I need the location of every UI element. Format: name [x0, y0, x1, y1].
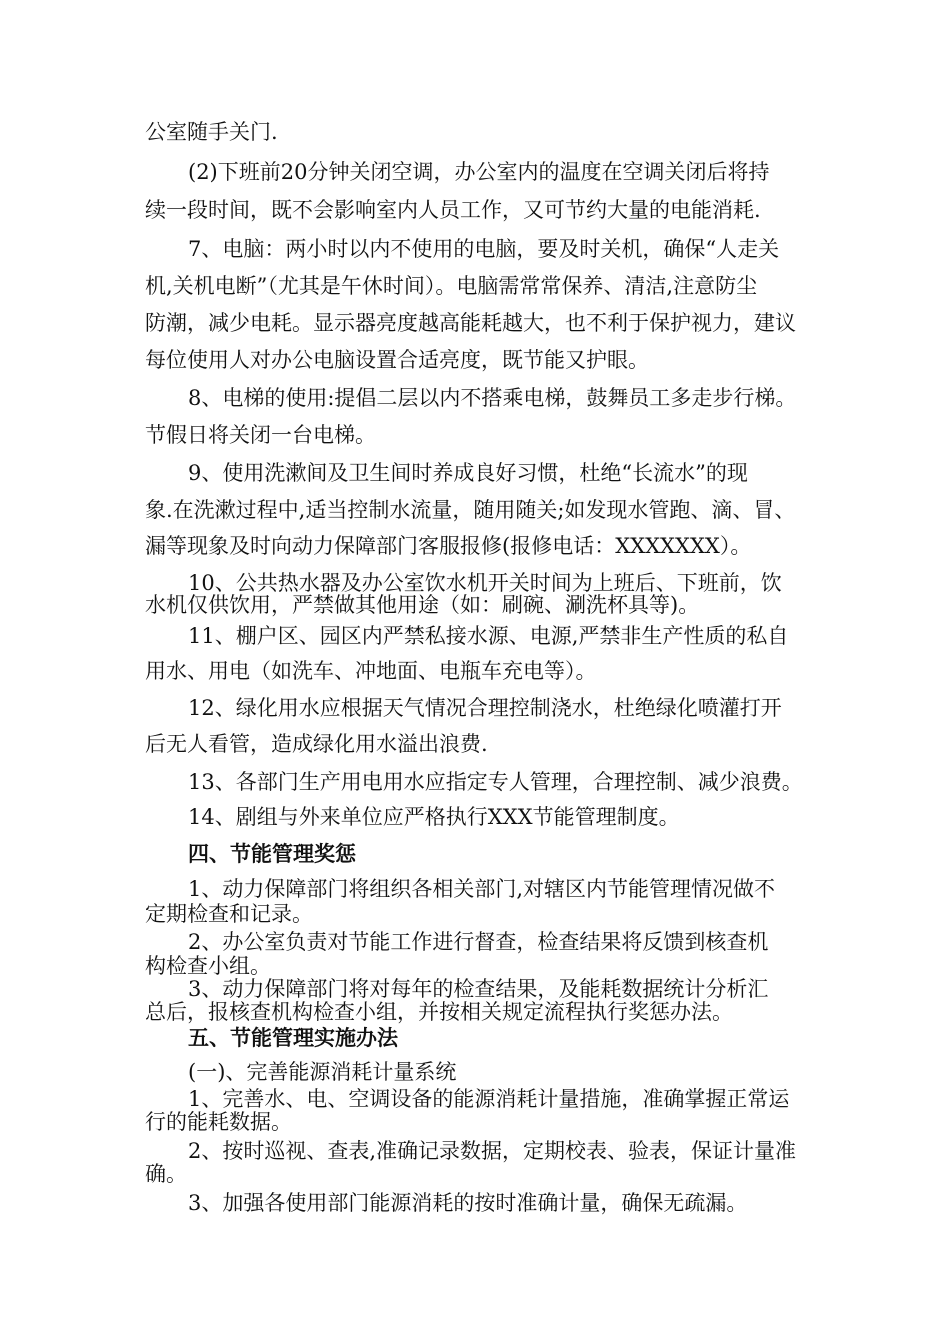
text-line: 2、按时巡视、查表,准确记录数据，定期校表、验表，保证计量准: [188, 1139, 797, 1163]
section-heading: 五、节能管理实施办法: [188, 1025, 398, 1050]
text-line: 防潮，减少电耗。显示器亮度越高能耗越大，也不利于保护视力，建议: [145, 311, 796, 335]
text-line: 9、使用洗漱间及卫生间时养成良好习惯，杜绝“长流水”的现: [188, 461, 748, 485]
text-line: (2)下班前20分钟关闭空调，办公室内的温度在空调关闭后将持: [188, 160, 770, 184]
text-line: 水机仅供饮用，严禁做其他用途（如：刷碗、涮洗杯具等)。: [145, 593, 700, 617]
text-line: 构检查小组。: [145, 954, 271, 978]
text-line: 2、办公室负责对节能工作进行督查，检查结果将反馈到核查机: [188, 930, 769, 954]
section-heading: 四、节能管理奖惩: [188, 841, 356, 866]
text-line: 3、加强各使用部门能源消耗的按时准确计量，确保无疏漏。: [188, 1191, 748, 1215]
text-line: 续一段时间，既不会影响室内人员工作，又可节约大量的电能消耗.: [145, 198, 761, 222]
text-line: 节假日将关闭一台电梯。: [145, 423, 376, 447]
text-line: 11、棚户区、园区内严禁私接水源、电源,严禁非生产性质的私自: [188, 624, 789, 648]
text-line: 总后，报核查机构检查小组，并按相关规定流程执行奖惩办法。: [145, 1000, 733, 1024]
text-line: 机,关机电断”（尤其是午休时间）。电脑需常常保养、清洁,注意防尘: [145, 274, 758, 298]
text-line: 漏等现象及时向动力保障部门客服报修(报修电话：XXXXXXX）。: [145, 534, 752, 558]
text-line: 13、各部门生产用电用水应指定专人管理，合理控制、减少浪费。: [188, 770, 803, 794]
text-line: 3、动力保障部门将对每年的检查结果，及能耗数据统计分析汇: [188, 977, 769, 1001]
text-line: 确。: [145, 1162, 187, 1186]
text-line: 后无人看管，造成绿化用水溢出浪费.: [145, 732, 488, 756]
text-line: 公室随手关门.: [145, 120, 278, 144]
text-line: 每位使用人对办公电脑设置合适亮度，既节能又护眼。: [145, 348, 649, 372]
text-line: 8、电梯的使用:提倡二层以内不搭乘电梯，鼓舞员工多走步行梯。: [188, 386, 797, 410]
text-line: 14、剧组与外来单位应严格执行XXX节能管理制度。: [188, 805, 680, 829]
text-line: 1、完善水、电、空调设备的能源消耗计量措施，准确掌握正常运: [188, 1087, 790, 1111]
text-line: 用水、用电（如洗车、冲地面、电瓶车充电等）。: [145, 659, 597, 683]
text-line: 12、绿化用水应根据天气情况合理控制浇水，杜绝绿化喷灌打开: [188, 696, 782, 720]
text-line: 7、电脑：两小时以内不使用的电脑，要及时关机，确保“人走关: [188, 237, 780, 261]
subsection-heading: (一)、完善能源消耗计量系统: [188, 1060, 457, 1084]
text-line: 象.在洗漱过程中,适当控制水流量，随用随关;如发现水管跑、滴、冒、: [145, 498, 796, 522]
text-line: 定期检查和记录。: [145, 902, 313, 926]
text-line: 10、公共热水器及办公室饮水机开关时间为上班后、下班前，饮: [188, 571, 782, 595]
text-line: 行的能耗数据。: [145, 1110, 292, 1134]
text-line: 1、动力保障部门将组织各相关部门,对辖区内节能管理情况做不: [188, 877, 776, 901]
